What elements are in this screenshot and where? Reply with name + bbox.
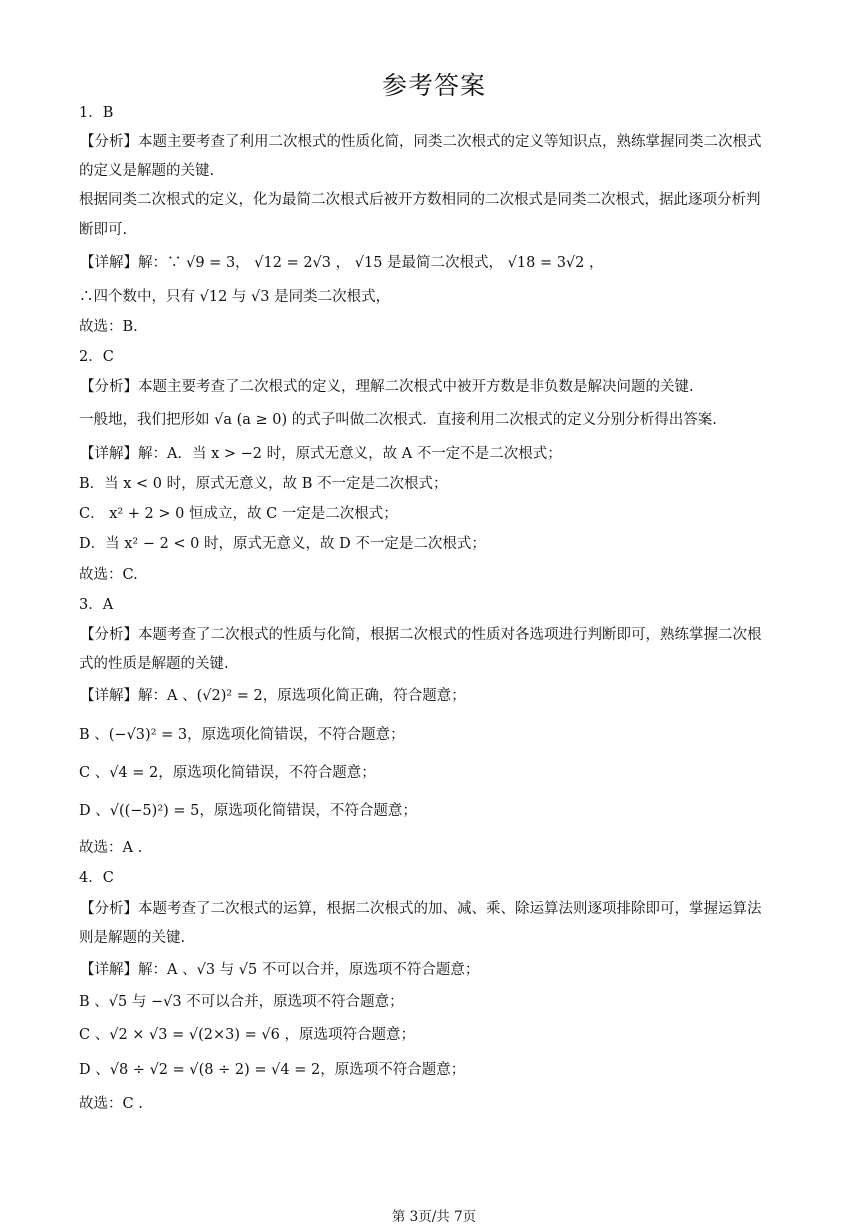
answer-2-choice: 故选：C.	[79, 567, 138, 583]
answer-4-heading: 4．C	[79, 870, 114, 886]
answer-1-analysis-line1: 【分析】本题主要考查了利用二次根式的性质化简，同类二次根式的定义等知识点，熟练掌握同类二次根式	[80, 134, 762, 150]
answer-1-choice: 故选：B.	[79, 319, 138, 335]
answer-3-detail-option-a: 【详解】解：A 、(√2)² = 2，原选项化简正确，符合题意；	[80, 688, 466, 704]
answer-2-detail-line1: 【详解】解：A．当 x > −2 时，原式无意义，故 A 不一定不是二次根式；	[80, 446, 562, 462]
answer-1-analysis-line4: 断即可.	[79, 222, 128, 238]
answer-3-detail-option-d: D 、√((−5)²) = 5，原选项化简错误，不符合题意；	[79, 803, 417, 819]
page-title: 参考答案	[381, 71, 486, 100]
answer-3-analysis-line1: 【分析】本题考查了二次根式的性质与化简，根据二次根式的性质对各选项进行判断即可，熟练掌握二次根	[80, 627, 762, 643]
answer-1-detail-line1: 【详解】解：∵ √9 = 3， √12 = 2√3 ， √15 是最简二次根式， √18 = 3√2 ，	[80, 255, 604, 271]
answer-3-analysis-line2: 式的性质是解题的关键.	[79, 656, 229, 672]
answer-2-analysis-line2: 一般地，我们把形如 √a (a ≥ 0) 的式子叫做二次根式．直接利用二次根式的定义分别分析得出答案.	[79, 412, 717, 428]
page-number-footer: 第 3页/共 7页	[391, 1209, 477, 1225]
answer-1-analysis-line2: 的定义是解题的关键.	[79, 163, 215, 179]
answer-3-detail-option-b: B 、(−√3)² = 3，原选项化简错误，不符合题意；	[79, 727, 405, 743]
answer-2-analysis-line1: 【分析】本题主要考查了二次根式的定义，理解二次根式中被开方数是非负数是解决问题的关键.	[80, 379, 694, 395]
answer-3-heading: 3．A	[79, 597, 114, 613]
answer-1-detail-line2: ∴四个数中，只有 √12 与 √3 是同类二次根式，	[79, 289, 391, 305]
answer-4-choice: 故选：C .	[79, 1096, 143, 1112]
answer-4-detail-option-a: 【详解】解：A 、√3 与 √5 不可以合并，原选项不符合题意；	[80, 962, 480, 978]
answer-4-detail-option-b: B 、√5 与 −√3 不可以合并，原选项不符合题意；	[79, 994, 404, 1010]
answer-2-detail-line2: B．当 x < 0 时，原式无意义，故 B 不一定是二次根式；	[79, 476, 448, 492]
answer-3-detail-option-c: C 、√4 = 2，原选项化简错误，不符合题意；	[79, 765, 376, 781]
answer-3-choice: 故选：A .	[79, 840, 143, 856]
answer-4-analysis-line1: 【分析】本题考查了二次根式的运算，根据二次根式的加、减、乘、除运算法则逐项排除即可，掌握运算法	[80, 901, 762, 917]
answer-1-analysis-line3: 根据同类二次根式的定义，化为最简二次根式后被开方数相同的二次根式是同类二次根式，据此逐项分析判	[79, 192, 761, 208]
answer-2-detail-line4: D．当 x² − 2 < 0 时，原式无意义，故 D 不一定是二次根式；	[79, 536, 486, 552]
answer-4-detail-option-c: C 、√2 × √3 = √(2×3) = √6 ，原选项符合题意；	[79, 1027, 415, 1043]
answer-2-detail-line3: C． x² + 2 > 0 恒成立，故 C 一定是二次根式；	[79, 506, 398, 522]
answer-2-heading: 2．C	[79, 349, 114, 365]
answer-4-analysis-line2: 则是解题的关键.	[79, 930, 186, 946]
answer-1-heading: 1．B	[79, 105, 114, 121]
answer-4-detail-option-d: D 、√8 ÷ √2 = √(8 ÷ 2) = √4 = 2，原选项不符合题意；	[79, 1062, 466, 1078]
